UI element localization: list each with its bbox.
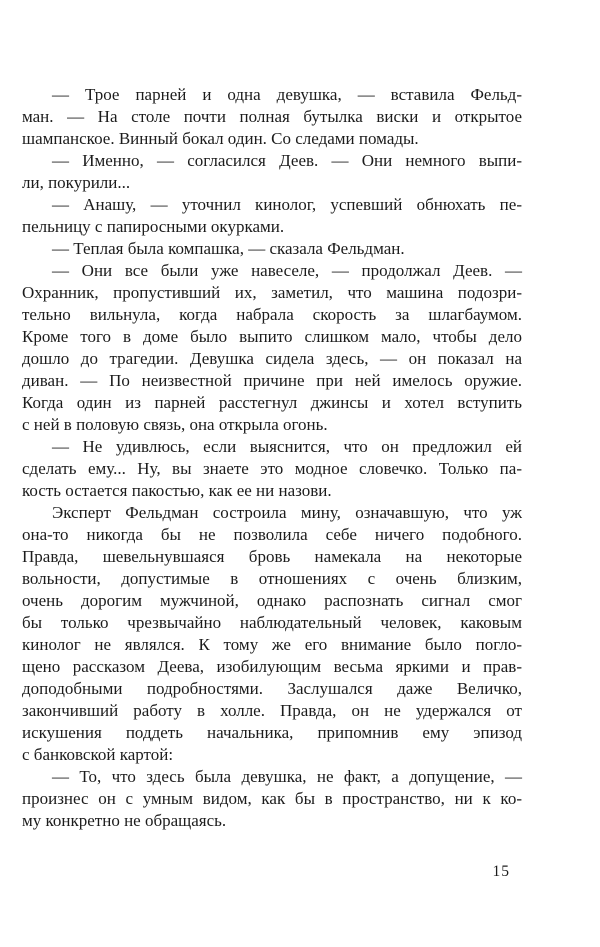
text-line: очень дорогим мужчиной, однако распознать сигнал смог <box>22 591 522 610</box>
text-line: бы только чрезвычайно наблюдательный человек, каковым <box>22 613 522 632</box>
text-line: Кроме того в доме было выпито слишком мало, чтобы дело <box>22 327 522 346</box>
text-line: Правда, шевельнувшаяся бровь намекала на некоторые <box>22 547 522 566</box>
paragraph <box>22 766 522 832</box>
paragraph <box>22 436 522 502</box>
paragraph <box>22 194 522 238</box>
text-line: вольности, допустимые в отношениях с очень близким, <box>22 569 522 588</box>
paragraph <box>22 238 522 260</box>
paragraph <box>22 260 522 436</box>
text-line: кость остается пакостью, как ее ни назови. <box>22 481 332 500</box>
text-line: пельницу с папиросными окурками. <box>22 217 285 236</box>
text-line: доподобными подробностями. Заслушался даже Величко, <box>22 679 522 698</box>
text-line: му конкретно не обращаясь. <box>22 811 227 830</box>
text-line: щено рассказом Деева, изобилующим весьма яркими и прав- <box>22 657 522 676</box>
text-line: Когда один из парней расстегнул джинсы и хотел вступить <box>22 393 522 412</box>
paragraph <box>22 502 522 766</box>
text-line: диван. — По неизвестной причине при ней имелось оружие. <box>22 371 522 390</box>
text-line: искушения поддеть начальника, припомнив ему эпизод <box>22 723 522 742</box>
text-line: с ней в половую связь, она открыла огонь. <box>22 415 328 434</box>
text-line: кинолог не являлся. К тому же его внимание было погло- <box>22 635 522 654</box>
text-line: — Они все были уже навеселе, — продолжал Деев. — <box>52 261 522 280</box>
text-line: — Трое парней и одна девушка, — вставила Фельд- <box>52 85 522 104</box>
text-line: ли, покурили... <box>22 173 131 192</box>
text-line: — То, что здесь была девушка, не факт, а допущение, — <box>52 767 522 786</box>
text-line: — Не удивлюсь, если выяснится, что он предложил ей <box>52 437 522 456</box>
paragraph <box>22 84 522 150</box>
text-line: Охранник, пропустивший их, заметил, что машина подозри- <box>22 283 522 302</box>
text-line: тельно вильнула, когда набрала скорость за шлагбаумом. <box>22 305 522 324</box>
text-line: — Анашу, — уточнил кинолог, успевший обнюхать пе- <box>52 195 522 214</box>
page-number: 15 <box>492 863 510 880</box>
paragraph <box>22 150 522 194</box>
text-line: сделать ему... Ну, вы знаете это модное словечко. Только па- <box>22 459 522 478</box>
text-line: ман. — На столе почти полная бутылка виски и открытое <box>22 107 522 126</box>
text-line: Эксперт Фельдман состроила мину, означавшую, что уж <box>52 503 522 522</box>
text-line: — Теплая была компашка, — сказала Фельдман. <box>52 239 405 258</box>
text-line: шампанское. Винный бокал один. Со следами помады. <box>22 129 419 148</box>
text-line: дошло до трагедии. Девушка сидела здесь, — он показал на <box>22 349 522 368</box>
text-line: произнес он с умным видом, как бы в пространство, ни к ко- <box>22 789 522 808</box>
page-text <box>22 84 522 832</box>
text-line: — Именно, — согласился Деев. — Они немного выпи- <box>52 151 522 170</box>
text-line: закончивший работу в холле. Правда, он не удержался от <box>22 701 522 720</box>
text-line: с банковской картой: <box>22 745 174 764</box>
text-line: она-то никогда бы не позволила себе ничего подобного. <box>22 525 522 544</box>
